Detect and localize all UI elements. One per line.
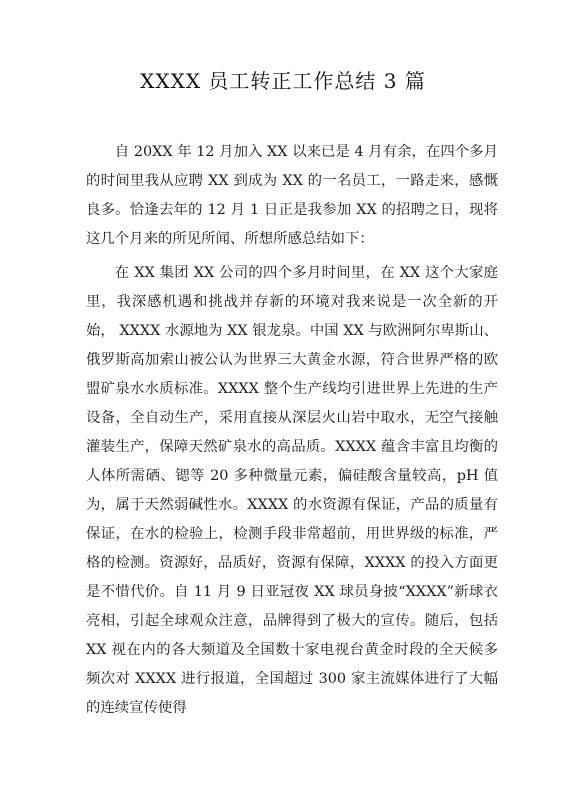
- paragraph-company: 在 XX 集团 XX 公司的四个多月时间里，在 XX 这个大家庭里，我深感机遇和挑战并存新的环境对我来说是一次全新的开始， XXXX 水源地为 XX 银龙泉。中国 XX 与欧洲阿尔卑斯山、俄罗斯高加索山被公认为世界三大黄金水源，符合世界严格的欧盟矿泉水水质标准。XXXX 整个生产线均引进世界上先进的生产设备，全自动生产，采用直接从深层火山岩中取水，无空气接触灌装生产，保障天然矿泉水的高品质。XXXX 蕴含丰富且均衡的人体所需硒、锶等 20 多种微量元素，偏硅酸含量较高，pH 值为，属于天然弱碱性水。XXXX 的水资源有保证，产品的质量有保证，在水的检验上，检测手段非常超前，用世界级的标准，严格的检测。资源好，品质好，资源有保障，XXXX 的投入方面更是不惜代价。自 11 月 9 日亚冠夜 XX 球员身披“XXXX”新球衣亮相，引起全球观众注意，品牌得到了极大的宣传。随后，包括 XX 视在内的各大频道及全国数十家电视台黄金时段的全天候多频次对 XXXX 进行报道，全国超过 300 家主流媒体进行了大幅的连续宣传使得: [86, 265, 498, 716]
- paragraph-intro: 自 20XX 年 12 月加入 XX 以来已是 4 月有余，在四个多月的时间里我从应聘 XX 到成为 XX 的一名员工，一路走来，感慨良多。恰逢去年的 12 月 1 日正是我参加 XX 的招聘之日，现将这几个月来的所见所闻、所想所感总结如下：: [86, 144, 498, 247]
- document-title: XXXX 员工转正工作总结 3 篇: [140, 69, 426, 93]
- document-body: [86, 138, 498, 728]
